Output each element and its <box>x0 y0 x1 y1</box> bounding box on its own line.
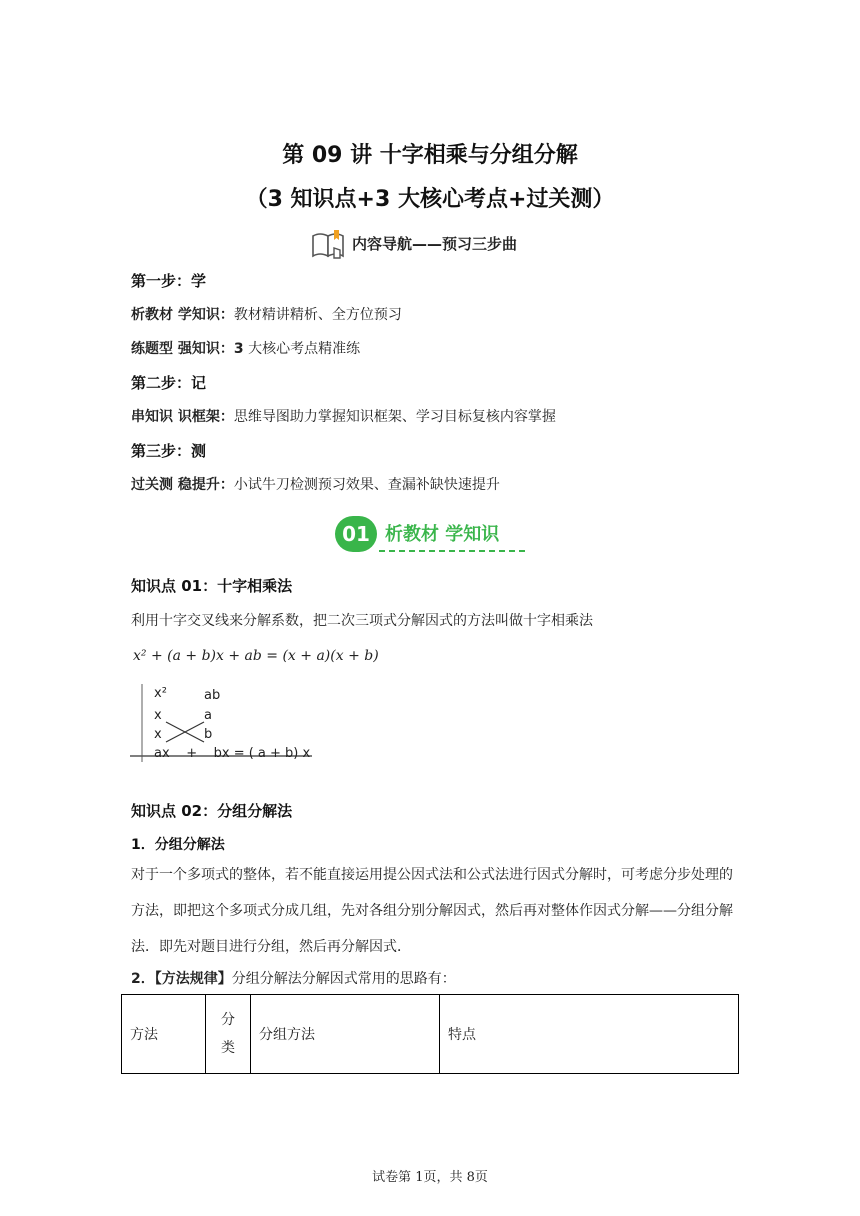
banner-number: 01 <box>335 516 377 552</box>
banner-underline <box>379 550 525 552</box>
diagram-b: b <box>204 727 213 742</box>
page-subtitle: （3 知识点+3 大核心考点+过关测） <box>245 187 615 212</box>
step-1-item-b: 练题型 强知识：3 大核心考点精准练 <box>131 341 361 357</box>
table-cell-method: 方法 <box>122 995 206 1074</box>
method-table <box>121 994 739 1074</box>
diagram-x2: x <box>154 727 162 742</box>
factor-formula: x² + (a + b)x + ab = (x + a)(x + b) <box>133 648 379 664</box>
section-banner <box>335 516 527 556</box>
method-rules: 2．【方法规律】分组分解法分解因式常用的思路有： <box>131 971 456 987</box>
grouping-paragraph: 对于一个多项式的整体，若不能直接运用提公因式法和公式法进行因式分解时，可考虑分步处理的方法，即把这个多项式分成几组，先对各组分别分解因式，然后再对整体作因式分解——分组分解法．即先对题目进行分组，然后再分解因式． <box>131 867 733 955</box>
nav-label: 内容导航——预习三步曲 <box>352 234 518 253</box>
diagram-sum: ax + bx = ( a + b) x <box>154 746 311 761</box>
step-2-item-a: 串知识 识框架：思维导图助力掌握知识框架、学习目标复核内容掌握 <box>131 409 556 425</box>
step-1-heading: 第一步：学 <box>131 272 207 290</box>
page-title: 第 09 讲 十字相乘与分组分解 <box>282 143 578 168</box>
diagram-x-squared: x² <box>154 686 167 701</box>
knowledge-point-1-desc: 利用十字交叉线来分解系数，把二次三项式分解因式的方法叫做十字相乘法 <box>131 613 593 629</box>
diagram-ab: ab <box>204 688 221 703</box>
method-heading: 1．分组分解法 <box>131 837 225 853</box>
table-row <box>122 995 739 1074</box>
page-footer: 试卷第 1页，共 8页 <box>372 1170 488 1185</box>
table-cell-grouping-method: 分组方法 <box>251 995 440 1074</box>
cross-multiplication-diagram <box>130 682 320 762</box>
knowledge-point-2-heading: 知识点 02：分组分解法 <box>131 802 293 820</box>
diagram-x1: x <box>154 708 162 723</box>
table-cell-features: 特点 <box>440 995 739 1074</box>
content-nav <box>310 228 517 258</box>
knowledge-point-1-heading: 知识点 01：十字相乘法 <box>131 577 293 595</box>
step-1-item-a: 析教材 学知识：教材精讲精析、全方位预习 <box>131 307 402 323</box>
diagram-a: a <box>204 708 212 723</box>
banner-text: 析教材 学知识 <box>385 524 500 545</box>
step-3-item-a: 过关测 稳提升：小试牛刀检测预习效果、查漏补缺快速提升 <box>131 477 500 493</box>
table-cell-category: 分 类 <box>206 995 251 1074</box>
book-icon <box>310 228 348 258</box>
step-2-heading: 第二步：记 <box>131 374 207 392</box>
step-3-heading: 第三步：测 <box>131 442 207 460</box>
